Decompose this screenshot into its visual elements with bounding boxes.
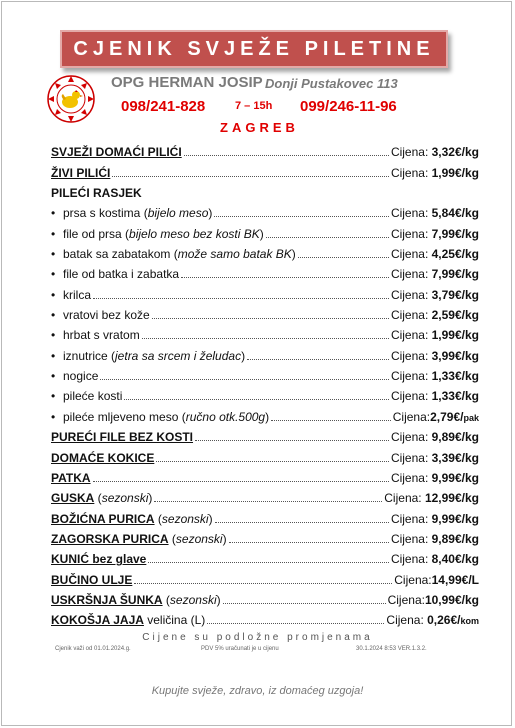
item-title: PILEĆI RASJEK	[51, 186, 142, 201]
item-price	[386, 613, 479, 627]
price-label: Cijena:	[384, 491, 425, 506]
price-label: Cijena:	[386, 613, 428, 628]
price-row	[51, 526, 479, 546]
price-label: Cijena:	[390, 206, 432, 221]
price-value: 7,99€/kg	[431, 226, 479, 241]
item-price	[391, 389, 479, 403]
bullet-icon: •	[51, 328, 56, 343]
price-list	[51, 139, 479, 627]
price-label: Cijena:	[390, 450, 432, 465]
dot-leader	[223, 602, 386, 604]
item-name	[51, 491, 152, 505]
dot-leader	[271, 419, 391, 421]
item-title: pileće mljeveno meso (	[63, 409, 186, 424]
bullet-icon: •	[51, 389, 56, 404]
price-value: 4,25€/kg	[431, 247, 479, 262]
dot-leader	[93, 480, 389, 482]
price-row	[51, 566, 479, 586]
bullet-icon: •	[51, 348, 56, 363]
item-title: vratovi bez kože	[63, 308, 150, 323]
item-note: bijelo meso	[147, 206, 209, 221]
price-unit: pak	[463, 412, 479, 423]
item-price	[391, 369, 479, 383]
price-row	[51, 465, 479, 485]
item-extra: (	[168, 531, 176, 546]
item-price	[391, 308, 479, 322]
item-title: BUČINO ULJE	[51, 572, 133, 587]
item-title: file od batka i zabatka	[63, 267, 180, 282]
item-name	[51, 166, 110, 180]
item-title: pileće kosti	[63, 389, 123, 404]
item-price	[391, 267, 479, 281]
item-price	[391, 328, 479, 342]
item-title: prsa s kostima (	[63, 206, 148, 221]
price-label: Cijena:	[390, 247, 432, 262]
price-row	[51, 220, 479, 240]
price-row	[51, 139, 479, 159]
dot-leader	[215, 521, 389, 523]
item-title: KOKOŠJA JAJA	[51, 613, 144, 628]
price-value: 14,99€/L	[431, 572, 479, 587]
price-label: Cijena:	[390, 328, 432, 343]
price-value: 9,89€/kg	[431, 531, 479, 546]
price-value: 2,79€/	[430, 409, 464, 424]
price-value: 12,99€/kg	[424, 491, 479, 506]
item-title: iznutrice (	[63, 348, 116, 363]
item-price	[391, 166, 479, 180]
price-row	[51, 403, 479, 423]
dot-leader	[195, 439, 389, 441]
dot-leader	[181, 276, 389, 278]
bullet-icon: •	[51, 308, 56, 323]
bullet-icon: •	[51, 267, 56, 282]
price-row	[51, 281, 479, 301]
price-value: 8,40€/kg	[431, 552, 479, 567]
item-title: hrbat s vratom	[63, 328, 140, 343]
item-price	[391, 471, 479, 485]
price-value: 0,26€/	[427, 613, 461, 628]
item-extra: (	[94, 491, 102, 506]
version-note: 30.1.2024 8:53 VER.1.3.2.	[356, 646, 427, 652]
price-row	[51, 607, 479, 627]
price-value: 3,32€/kg	[431, 145, 479, 160]
dot-leader	[142, 337, 389, 339]
item-extra: (	[154, 511, 162, 526]
item-price	[391, 227, 479, 241]
item-title: file od prsa (	[63, 226, 130, 241]
price-label: Cijena:	[392, 409, 431, 424]
price-label: Cijena:	[394, 572, 432, 587]
dot-leader	[298, 256, 389, 258]
dot-leader	[124, 398, 389, 400]
price-row	[51, 587, 479, 607]
bullet-icon: •	[51, 247, 56, 262]
item-name	[51, 206, 212, 220]
working-hours: 7 – 15h	[235, 100, 273, 112]
item-title: nogice	[63, 369, 99, 384]
title-banner	[60, 30, 448, 68]
slogan-footer: Kupujte svježe, zdravo, iz domaćeg uzgoja!	[151, 685, 364, 697]
price-unit: kom	[460, 616, 479, 627]
price-label: Cijena:	[390, 389, 432, 404]
chicken-logo-icon	[46, 74, 96, 124]
dot-leader	[229, 541, 389, 543]
item-name	[51, 613, 205, 627]
price-value: 1,33€/kg	[431, 369, 479, 384]
price-row	[51, 261, 479, 281]
item-price	[391, 247, 479, 261]
item-note: sezonski	[101, 491, 149, 506]
price-value: 2,59€/kg	[431, 308, 479, 323]
city-name: ZAGREB	[220, 120, 299, 135]
item-note: može samo batak BK	[177, 247, 292, 262]
item-paren: )	[208, 206, 213, 221]
dot-leader	[100, 378, 389, 380]
item-name	[51, 451, 154, 465]
item-price	[391, 451, 479, 465]
vat-note: PDV 5% uračunati je u cijenu	[201, 646, 279, 652]
price-value: 5,84€/kg	[431, 206, 479, 221]
item-paren: )	[216, 592, 221, 607]
item-paren: )	[291, 247, 296, 262]
item-note: jetra sa srcem i želudac	[115, 348, 242, 363]
price-row	[51, 485, 479, 505]
item-name	[51, 430, 193, 444]
item-note: ručno otk.500g	[185, 409, 266, 424]
price-row	[51, 159, 479, 179]
item-price	[391, 145, 479, 159]
price-label: Cijena:	[390, 267, 432, 282]
price-value: 9,99€/kg	[431, 470, 479, 485]
page-title: CJENIK SVJEŽE PILETINE	[73, 37, 435, 60]
item-name	[51, 532, 227, 546]
price-label: Cijena:	[390, 348, 432, 363]
dot-leader	[93, 297, 389, 299]
price-row	[51, 546, 479, 566]
price-row	[51, 241, 479, 261]
farm-name: OPG HERMAN JOSIP	[111, 74, 263, 91]
bullet-icon: •	[51, 206, 56, 221]
item-name	[51, 145, 182, 159]
price-row	[51, 322, 479, 342]
item-title: batak sa zabatakom (	[63, 247, 178, 262]
valid-from-note: Cjenik važi od 01.01.2024.g.	[55, 646, 131, 652]
item-title: GUSKA	[51, 491, 95, 506]
price-row	[51, 180, 479, 200]
dot-leader	[184, 154, 389, 156]
price-value: 3,79€/kg	[431, 287, 479, 302]
item-name	[51, 247, 296, 261]
bullet-icon: •	[51, 409, 56, 424]
price-label: Cijena:	[390, 145, 432, 160]
item-title: USKRŠNJA ŠUNKA	[51, 592, 163, 607]
item-title: PATKA	[51, 470, 91, 485]
item-paren: )	[208, 511, 213, 526]
item-price	[391, 552, 479, 566]
item-name	[51, 593, 221, 607]
price-row	[51, 424, 479, 444]
item-name	[51, 186, 142, 200]
price-row	[51, 200, 479, 220]
item-name	[51, 512, 213, 526]
price-row	[51, 444, 479, 464]
price-value: 3,99€/kg	[431, 348, 479, 363]
dot-leader	[156, 460, 389, 462]
item-name	[51, 308, 150, 322]
item-name	[51, 328, 140, 342]
disclaimer: Cijene su podložne promjenama	[142, 632, 373, 643]
price-label: Cijena:	[390, 552, 432, 567]
price-list-page	[1, 1, 512, 726]
item-title: ZAGORSKA PURICA	[51, 531, 169, 546]
price-row	[51, 505, 479, 525]
price-label: Cijena:	[390, 511, 432, 526]
price-value: 9,89€/kg	[431, 430, 479, 445]
item-price	[393, 410, 479, 424]
price-value: 3,39€/kg	[431, 450, 479, 465]
price-label: Cijena:	[390, 531, 432, 546]
dot-leader	[207, 622, 384, 624]
item-title: BOŽIĆNA PURICA	[51, 511, 155, 526]
item-note: bijelo meso bez kosti BK	[129, 226, 260, 241]
dot-leader	[154, 500, 382, 502]
price-row	[51, 363, 479, 383]
item-price	[391, 288, 479, 302]
item-title: ŽIVI PILIĆI	[51, 165, 111, 180]
price-row	[51, 302, 479, 322]
dot-leader	[148, 561, 389, 563]
item-price	[391, 349, 479, 363]
item-note: sezonski	[169, 592, 217, 607]
item-price	[391, 532, 479, 546]
price-label: Cijena:	[390, 165, 432, 180]
item-note: sezonski	[161, 511, 209, 526]
price-value: 1,99€/kg	[431, 165, 479, 180]
bullet-icon: •	[51, 287, 56, 302]
item-title: SVJEŽI DOMAĆI PILIĆI	[51, 145, 182, 160]
item-name	[51, 227, 264, 241]
item-name	[51, 471, 91, 485]
item-price	[388, 593, 479, 607]
dot-leader	[214, 215, 389, 217]
price-row	[51, 342, 479, 362]
item-paren: )	[259, 226, 264, 241]
item-name	[51, 552, 146, 566]
item-extra: veličina (L)	[143, 613, 206, 628]
item-note: sezonski	[175, 531, 223, 546]
price-value: 10,99€/kg	[424, 592, 479, 607]
item-price	[391, 206, 479, 220]
dot-leader	[247, 358, 389, 360]
price-label: Cijena:	[390, 308, 432, 323]
dot-leader	[112, 175, 389, 177]
price-label: Cijena:	[390, 287, 432, 302]
bullet-icon: •	[51, 226, 56, 241]
item-title: PUREĆI FILE BEZ KOSTI	[51, 430, 194, 445]
dot-leader	[134, 582, 392, 584]
item-name	[51, 349, 245, 363]
item-price	[391, 512, 479, 526]
item-name	[51, 267, 179, 281]
item-name	[51, 410, 269, 424]
price-label: Cijena:	[390, 369, 432, 384]
price-label: Cijena:	[390, 430, 432, 445]
item-paren: )	[148, 491, 153, 506]
item-name	[51, 573, 132, 587]
item-price	[394, 573, 479, 587]
item-extra: (	[162, 592, 170, 607]
item-paren: )	[265, 409, 270, 424]
price-label: Cijena:	[390, 470, 432, 485]
dot-leader	[266, 236, 389, 238]
item-name	[51, 288, 91, 302]
item-title: KUNIĆ bez glave	[51, 552, 147, 567]
price-row	[51, 383, 479, 403]
item-paren: )	[241, 348, 246, 363]
price-value: 9,99€/kg	[431, 511, 479, 526]
item-name	[51, 369, 98, 383]
price-label: Cijena:	[387, 592, 425, 607]
item-title: DOMAĆE KOKICE	[51, 450, 155, 465]
item-name	[51, 389, 122, 403]
item-price	[391, 430, 479, 444]
item-title: krilca	[63, 287, 92, 302]
item-paren: )	[222, 531, 227, 546]
phone-number-1: 098/241-828	[121, 98, 206, 115]
price-value: 1,33€/kg	[431, 389, 479, 404]
price-value: 7,99€/kg	[431, 267, 479, 282]
farm-address: Donji Pustakovec 113	[265, 76, 398, 91]
bullet-icon: •	[51, 369, 56, 384]
price-value: 1,99€/kg	[431, 328, 479, 343]
price-label: Cijena:	[390, 226, 432, 241]
item-price	[384, 491, 479, 505]
dot-leader	[152, 317, 389, 319]
phone-number-2: 099/246-11-96	[300, 98, 397, 115]
